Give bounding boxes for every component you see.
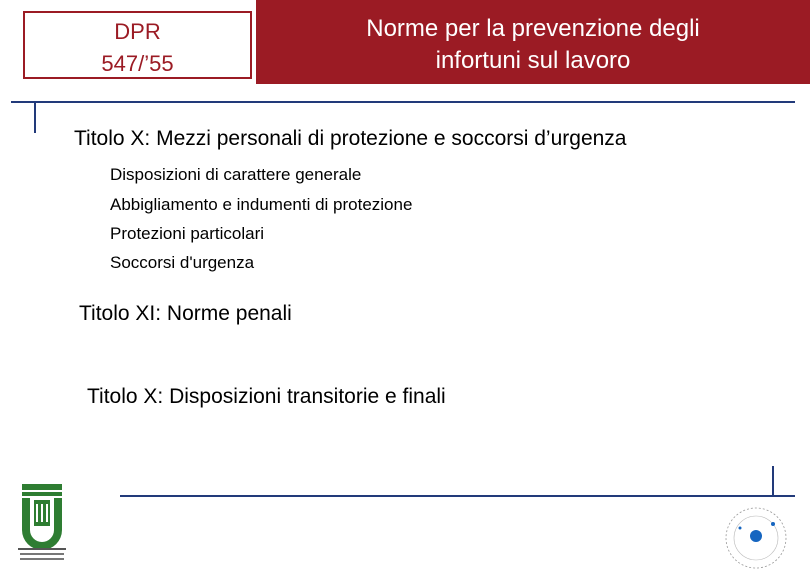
banner-line-2: infortuni sul lavoro: [435, 47, 631, 74]
subitem-general: Disposizioni di carattere generale: [110, 165, 362, 184]
subitem-first-aid: Soccorsi d'urgenza: [110, 253, 255, 272]
title-banner: [256, 0, 810, 84]
top-divider: [11, 101, 795, 103]
section-title-final: Titolo X: Disposizioni transitorie e finali: [87, 385, 446, 408]
subitem-clothing: Abbigliamento e indumenti di protezione: [110, 195, 413, 214]
subitem-special: Protezioni particolari: [110, 224, 265, 243]
section-title-xi: Titolo XI: Norme penali: [79, 302, 292, 325]
section-title-x: Titolo X: Mezzi personali di protezione e soccorsi d’urgenza: [74, 127, 627, 150]
badge-line-2: 547/’55: [101, 51, 174, 76]
badge-line-1: DPR: [114, 19, 161, 44]
top-divider-tick: [34, 101, 36, 133]
university-logo-icon: [16, 482, 68, 564]
document-code-badge: [23, 11, 252, 79]
bottom-divider-tick: [772, 466, 774, 496]
bottom-divider: [120, 495, 795, 497]
institute-seal-icon: [718, 498, 796, 570]
banner-line-1: Norme per la prevenzione degli: [366, 15, 700, 42]
